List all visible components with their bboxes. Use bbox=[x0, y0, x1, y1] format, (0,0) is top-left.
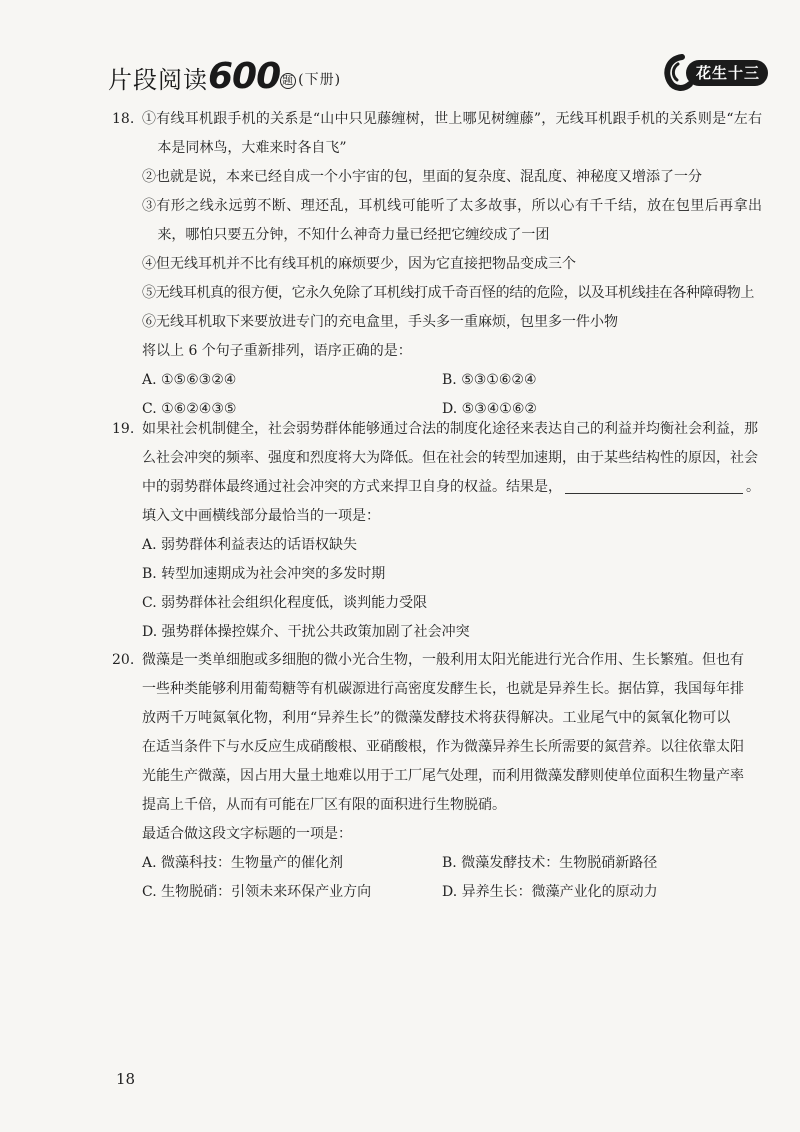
option-d[interactable]: D. 异养生长：微藻产业化的原动力 bbox=[442, 884, 658, 900]
question-prompt: 最适合做这段文字标题的一项是： bbox=[142, 826, 352, 842]
options bbox=[142, 849, 762, 907]
brand-logo bbox=[660, 54, 768, 92]
stem-line: 提高上千倍，从而有可能在厂区有限的面积进行生物脱硝。 bbox=[142, 797, 506, 813]
book-title-text: 片段阅读 bbox=[108, 66, 208, 94]
option-a[interactable]: A. 微藻科技：生物量产的催化剂 bbox=[142, 855, 344, 871]
brand-name: 花生十三 bbox=[686, 60, 768, 86]
question-18 bbox=[112, 105, 762, 424]
option-c[interactable]: C. 弱势群体社会组织化程度低，谈判能力受限 bbox=[142, 595, 428, 611]
page-number: 18 bbox=[116, 1070, 136, 1088]
stem-line: 一些种类能够利用葡萄糖等有机碳源进行高密度发酵生长，也就是异养生长。据估算，我国每年排 bbox=[142, 681, 744, 697]
sentence-2: ②也就是说，本来已经自成一个小宇宙的包，里面的复杂度、混乱度、神秘度又增添了一分 bbox=[142, 169, 702, 185]
page-header bbox=[108, 50, 768, 98]
stem-line: 微藻是一类单细胞或多细胞的微小光合生物，一般利用太阳光能进行光合作用、生长繁殖。但也有 bbox=[142, 652, 744, 668]
stem-line: 么社会冲突的频率、强度和烈度将大为降低。但在社会的转型加速期，由于某些结构性的原因，社会 bbox=[142, 450, 758, 466]
question-number: 18. bbox=[112, 111, 135, 127]
option-c[interactable]: C. ①⑥②④③⑤ bbox=[142, 401, 237, 417]
option-d[interactable]: D. 强势群体操控媒介、干扰公共政策加剧了社会冲突 bbox=[142, 624, 470, 640]
stem-line: 放两千万吨氮氧化物，利用“异养生长”的微藻发酵技术将获得解决。工业尾气中的氮氧化物可以 bbox=[142, 710, 731, 726]
option-b[interactable]: B. 转型加速期成为社会冲突的多发时期 bbox=[142, 566, 386, 582]
question-prompt: 将以上 6 个句子重新排列，语序正确的是： bbox=[142, 343, 412, 359]
question-number: 19. bbox=[112, 421, 135, 437]
sentence-4: ④但无线耳机并不比有线耳机的麻烦要少，因为它直接把物品变成三个 bbox=[142, 256, 576, 272]
stem-line: 中的弱势群体最终通过社会冲突的方式来捍卫自身的权益。结果是， bbox=[142, 479, 562, 495]
option-a[interactable]: A. ①⑤⑥③②④ bbox=[142, 372, 237, 388]
book-title-number: 600 bbox=[208, 56, 281, 97]
stem-end-punctuation: 。 bbox=[746, 479, 760, 495]
options bbox=[142, 531, 762, 647]
option-c[interactable]: C. 生物脱硝：引领未来环保产业方向 bbox=[142, 884, 372, 900]
stem-line: 如果社会机制健全，社会弱势群体能够通过合法的制度化途径来表达自己的利益并均衡社会利益，那 bbox=[142, 421, 758, 437]
book-volume: (下册) bbox=[298, 72, 342, 88]
sentence-6: ⑥无线耳机取下来要放进专门的充电盒里，手头多一重麻烦，包里多一件小物 bbox=[142, 314, 618, 330]
sentence-5: ⑤无线耳机真的很方便，它永久免除了耳机线打成千奇百怪的结的危险，以及耳机线挂在各种障碍物上 bbox=[142, 285, 754, 301]
book-title bbox=[108, 56, 341, 97]
sentence-3: ③有形之线永远剪不断、理还乱，耳机线可能听了太多故事，所以心有千千结，放在包里后再拿出来，哪怕只要五分钟，不知什么神奇力量已经把它缠绞成了一团 bbox=[142, 198, 762, 243]
option-a[interactable]: A. 弱势群体利益表达的话语权缺失 bbox=[142, 537, 358, 553]
question-number: 20. bbox=[112, 652, 135, 668]
stem-line: 光能生产微藻，因占用大量土地难以用于工厂尾气处理，而利用微藻发酵则使单位面积生物量产率 bbox=[142, 768, 744, 784]
answer-blank bbox=[565, 477, 743, 494]
question-prompt: 填入文中画横线部分最恰当的一项是： bbox=[142, 508, 380, 524]
book-title-badge: 题 bbox=[282, 74, 295, 87]
option-b[interactable]: B. 微藻发酵技术：生物脱硝新路径 bbox=[442, 855, 658, 871]
option-b[interactable]: B. ⑤③①⑥②④ bbox=[442, 372, 537, 388]
question-19 bbox=[112, 415, 762, 647]
option-d[interactable]: D. ⑤③④①⑥② bbox=[442, 401, 537, 417]
stem-line: 在适当条件下与水反应生成硝酸根、亚硝酸根，作为微藻异养生长所需要的氮营养。以往依靠太阳 bbox=[142, 739, 744, 755]
question-20 bbox=[112, 646, 762, 907]
sentence-1: ①有线耳机跟手机的关系是“山中只见藤缠树，世上哪见树缠藤”，无线耳机跟手机的关系则是“左右本是同林鸟，大难来时各自飞” bbox=[142, 111, 762, 156]
